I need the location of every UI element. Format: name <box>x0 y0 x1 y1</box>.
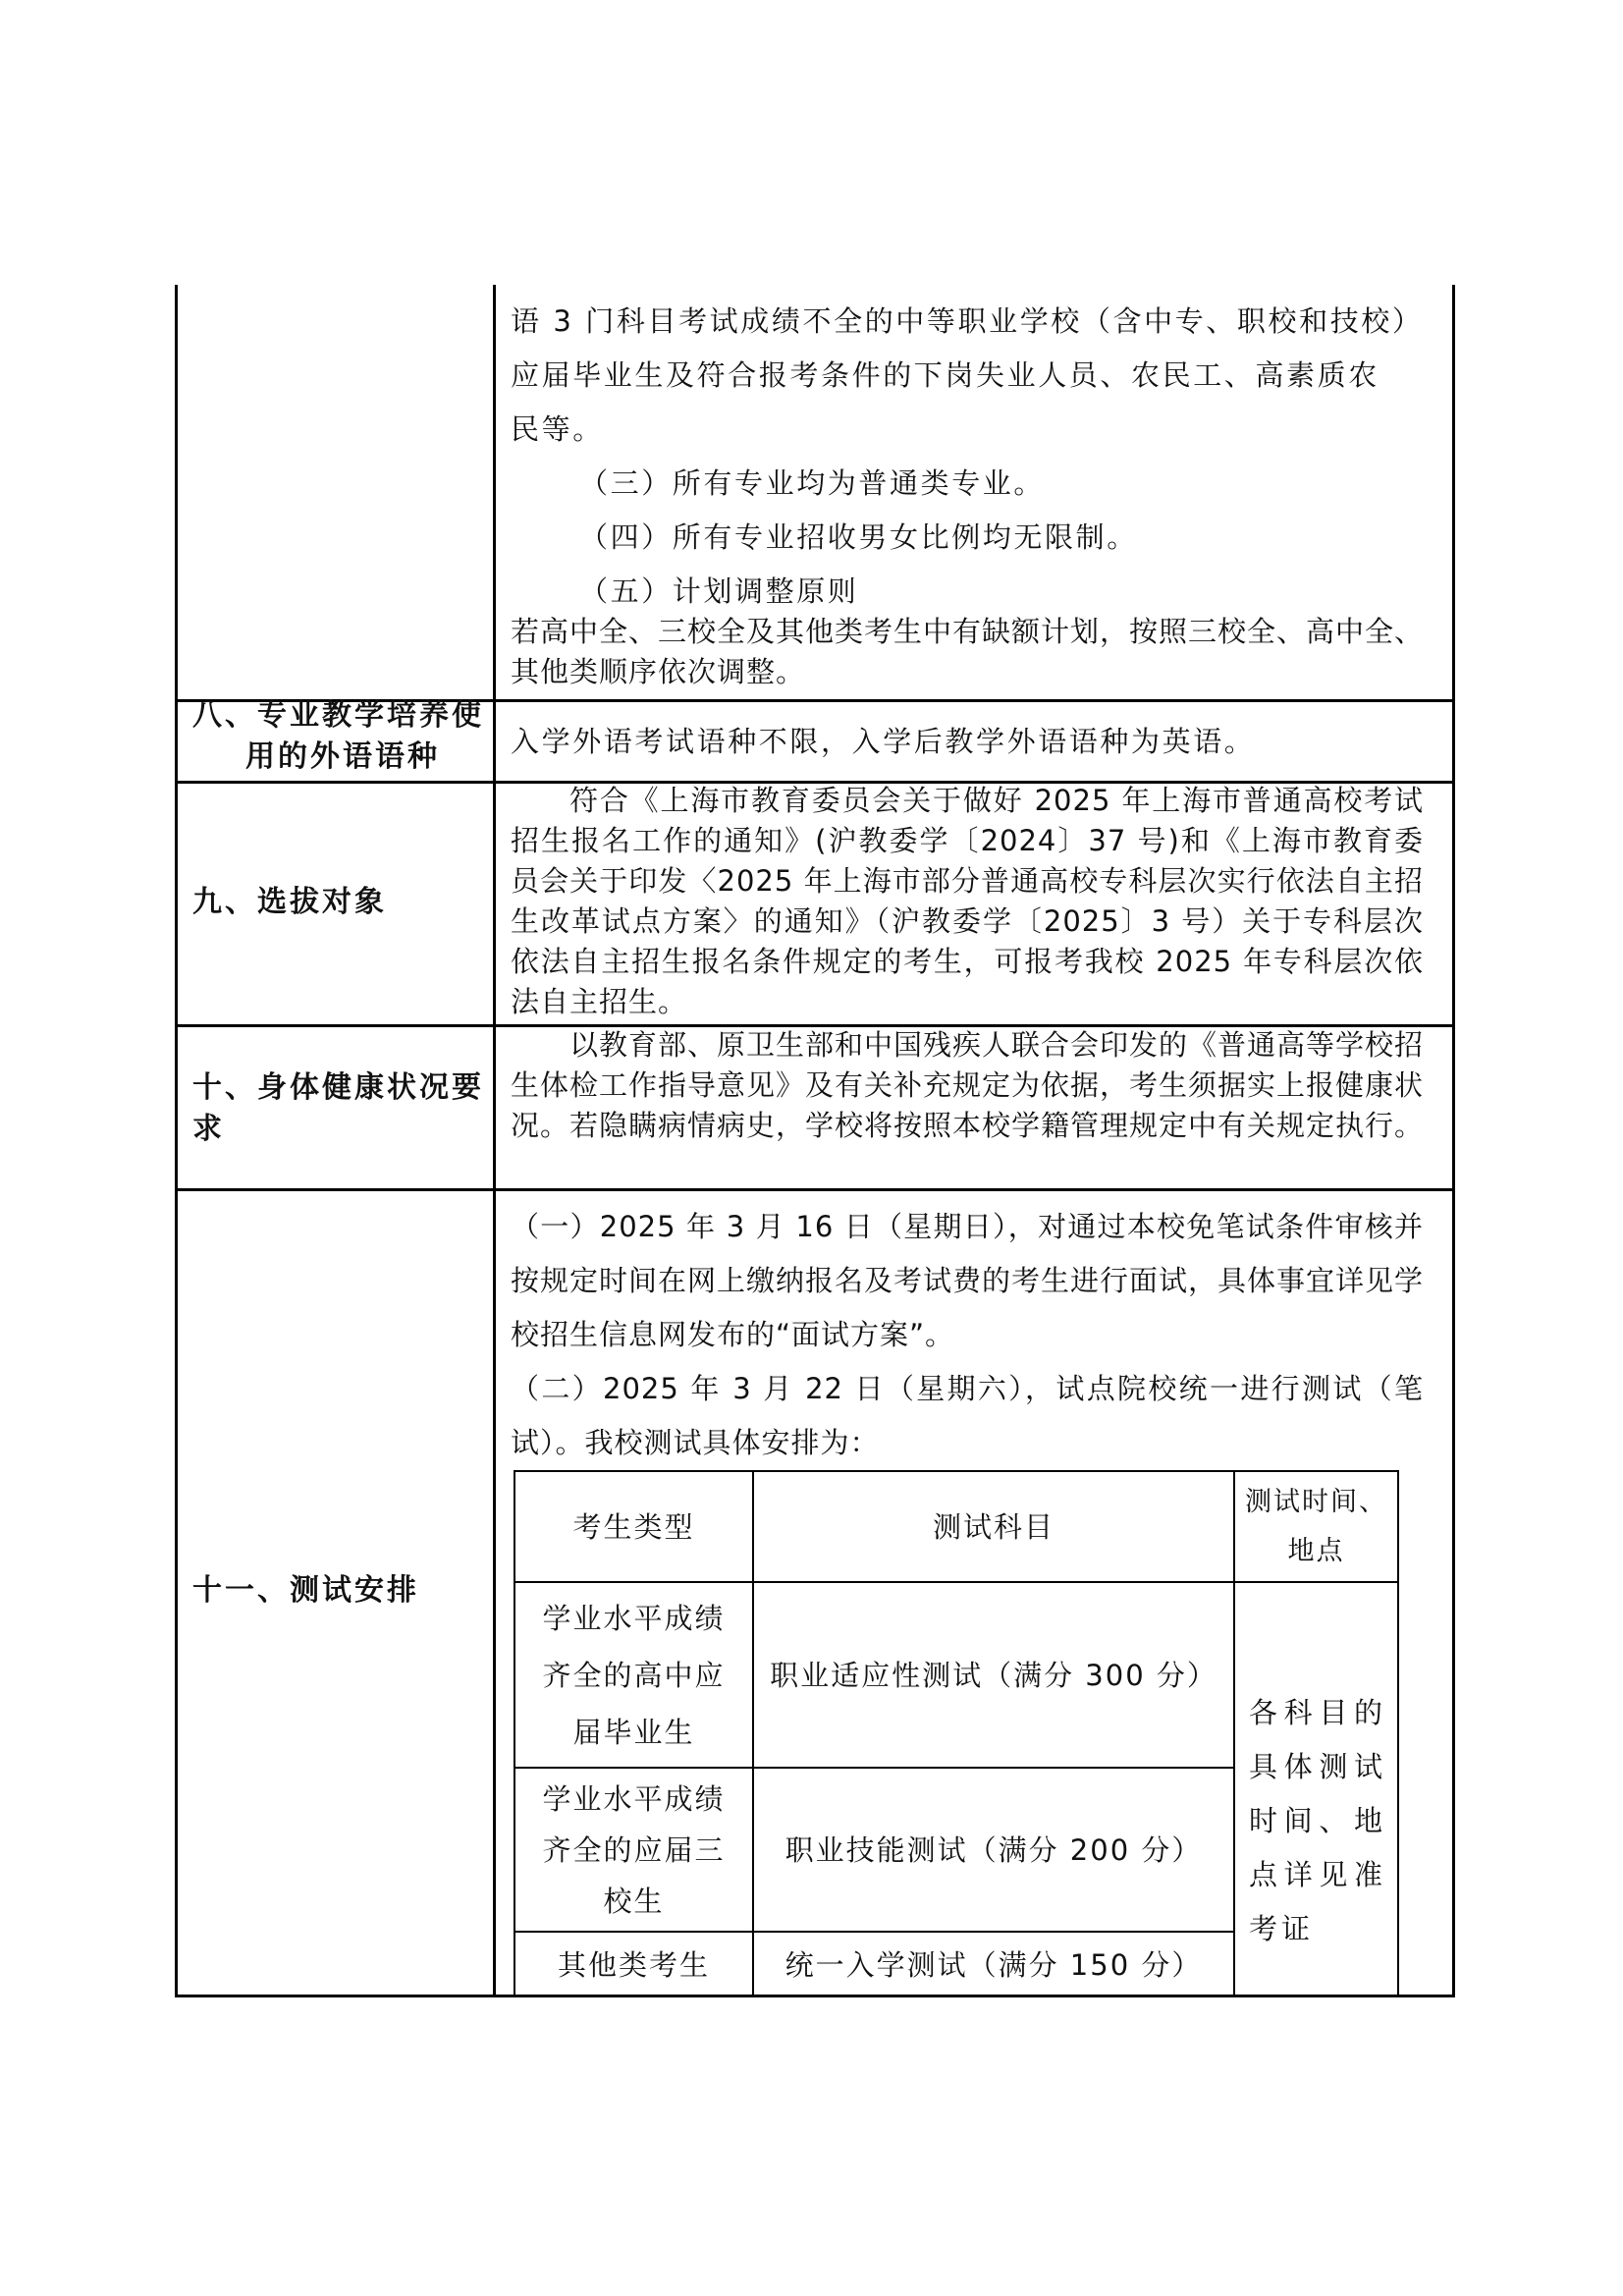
row3-test-subject: 统一入学测试（满分 150 分） <box>784 1948 1203 1982</box>
header-candidate-type: 考生类型 <box>572 1509 695 1544</box>
test-schedule-table <box>514 1470 1399 1997</box>
section7-line3: 民等。 <box>511 412 604 446</box>
row2-candidate-type: 学业水平成绩齐全的应届三校生 <box>542 1781 726 1918</box>
section7-item4: （四）所有专业招收男女比例均无限制。 <box>579 520 1138 554</box>
section7-item5-text: 若高中全、三校全及其他类考生中有缺额计划，按照三校全、高中全、其他类顺序依次调整。 <box>511 615 1425 688</box>
section11-para2: （二）2025 年 3 月 22 日（星期六），试点院校统一进行测试（笔试）。我校测试具体安排为： <box>511 1372 1424 1459</box>
section10-heading-line1: 十、身体健康状况要 <box>192 1070 484 1105</box>
section8-heading-line2: 用的外语语种 <box>245 739 440 774</box>
row-divider-11 <box>175 1188 1455 1191</box>
column-divider <box>493 285 496 1997</box>
section9-content: 符合《上海市教育委员会关于做好 2025 年上海市普通高校考试招生报名工作的通知》(沪教委学〔2024〕37 号)和《上海市教育委员会关于印发〈2025 年上海市部分普通高校专科层次实行依法自主招生改革试点方案〉的通知》（沪教委学〔2025〕3 号）关于专科层次依法自主招生报名条件规定的考生，可报考我校 2025 年专科层次依法自主招生。 <box>511 784 1424 1018</box>
section11-para1: （一）2025 年 3 月 16 日（星期日），对通过本校免笔试条件审核并按规定时间在网上缴纳报名及考试费的考生进行面试，具体事宜详见学校招生信息网发布的“面试方案”。 <box>511 1210 1425 1351</box>
section7-line2: 应届毕业生及符合报考条件的下岗失业人员、农民工、高素质农 <box>511 358 1380 392</box>
row1-candidate-type: 学业水平成绩齐全的高中应届毕业生 <box>542 1601 726 1749</box>
row1-test-subject: 职业适应性测试（满分 300 分） <box>770 1658 1217 1692</box>
inner-border-right <box>1397 1470 1399 1997</box>
section8-heading-line1: 八、专业教学培养使 <box>192 698 484 733</box>
section10-heading-line2: 求 <box>192 1112 225 1146</box>
section11-heading: 十一、测试安排 <box>192 1573 419 1608</box>
header-test-subject: 测试科目 <box>932 1509 1055 1544</box>
time-place-cell: 各科目的具体测试时间、地点详见准考证 <box>1249 1696 1386 1945</box>
section9-heading: 九、选拔对象 <box>192 885 387 919</box>
section7-item3: （三）所有专业均为普通类专业。 <box>579 466 1046 500</box>
section7-item5: （五）计划调整原则 <box>579 574 859 608</box>
row3-candidate-type: 其他类考生 <box>557 1948 710 1982</box>
section8-content: 入学外语考试语种不限，入学后教学外语语种为英语。 <box>511 725 1256 758</box>
section7-line1: 语 3 门科目考试成绩不全的中等职业学校（含中专、职校和技校） <box>511 304 1424 338</box>
row2-test-subject: 职业技能测试（满分 200 分） <box>784 1832 1203 1867</box>
header-time-place: 测试时间、地点 <box>1245 1486 1387 1566</box>
section10-content: 以教育部、原卫生部和中国残疾人联合会印发的《普通高等学校招生体检工作指导意见》及有关补充规定为依据，考生须据实上报健康状况。若隐瞒病情病史，学校将按照本校学籍管理规定中有关规定执行。 <box>511 1028 1425 1142</box>
inner-col-divider-2 <box>1233 1470 1235 1997</box>
